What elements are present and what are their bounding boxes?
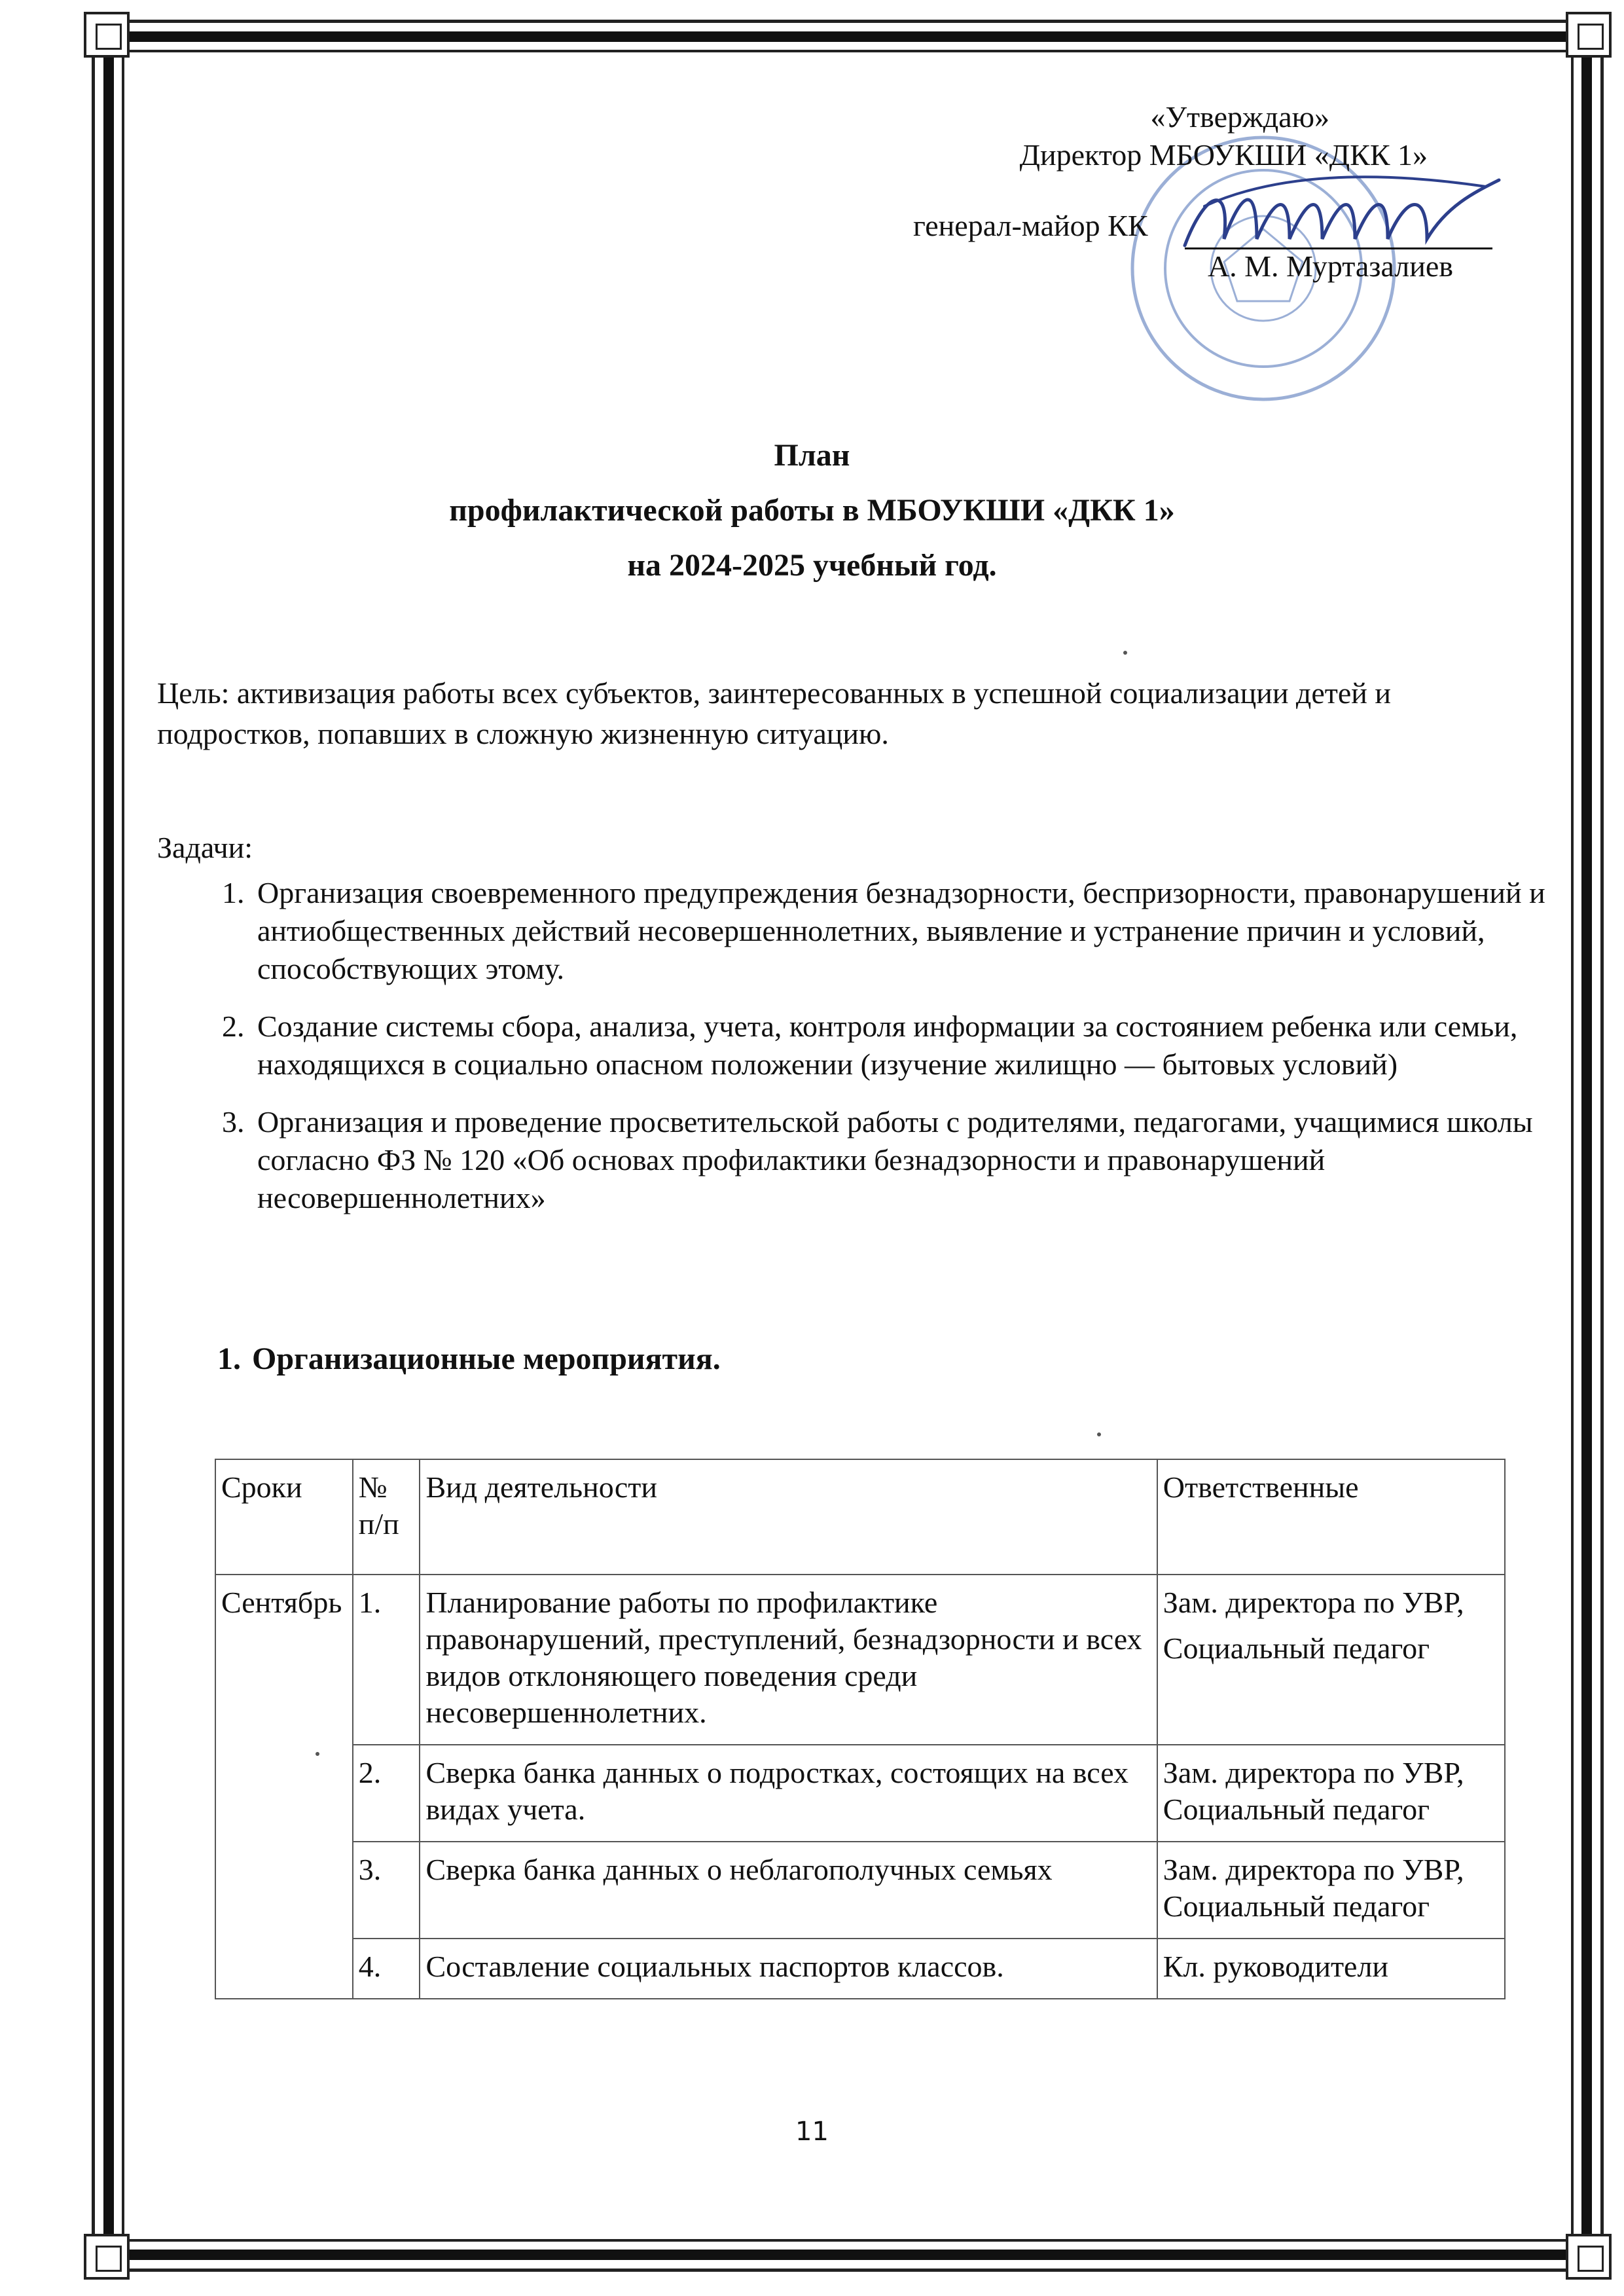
responsible-line: Социальный педагог	[1163, 1631, 1430, 1665]
tasks-heading: Задачи:	[157, 831, 253, 864]
header-cell-period: Сроки	[215, 1459, 353, 1575]
header-cell-number: № п/п	[353, 1459, 420, 1575]
scan-speck	[1097, 1432, 1101, 1436]
row-activity: Сверка банка данных о подростках, состоящих на всех видах учета.	[420, 1745, 1157, 1842]
row-responsible	[1157, 1745, 1505, 1842]
row-number: 3.	[353, 1842, 420, 1939]
frame-corner-ornament	[84, 12, 130, 58]
row-responsible	[1157, 1939, 1505, 1999]
page-number: 11	[795, 2117, 829, 2147]
goal-paragraph: Цель: активизация работы всех субъектов, заинтересованных в успешной социализации детей и подростков, попавших в сложную жизненную ситуацию.	[157, 676, 1392, 750]
header-cell-activity: Вид деятельности	[420, 1459, 1157, 1575]
row-activity: Планирование работы по профилактике правонарушений, преступлений, безнадзорности и всех видов отклоняющего поведения среди несовершеннолетних.	[420, 1575, 1157, 1745]
tasks-list	[157, 874, 1614, 1237]
section-title: Организационные мероприятия.	[252, 1341, 721, 1376]
approval-position: Директор МБОУКШИ «ДКК 1»	[1019, 138, 1428, 172]
responsible-line: Социальный педагог	[1163, 1793, 1430, 1826]
responsible-line: Зам. директора по УВР,	[1163, 1586, 1464, 1619]
row-number: 4.	[353, 1939, 420, 1999]
frame-corner-ornament	[1566, 12, 1612, 58]
task-item: 2. Создание системы сбора, анализа, учета, контроля информации за состоянием ребенка или семьи, находящихся в социально опасном положении (изучение жилищно — бытовых условий)	[252, 1008, 1614, 1084]
activities-table	[215, 1459, 1506, 1999]
table-header-row	[215, 1459, 1505, 1575]
task-item: 3. Организация и проведение просветительской работы с родителями, педагогами, учащимися школы согласно ФЗ № 120 «Об основах профилактики безнадзорности и правонарушений несовершеннолетних»	[252, 1103, 1614, 1217]
row-number: 2.	[353, 1745, 420, 1842]
table-row	[215, 1939, 1505, 1999]
frame-corner-ornament	[1566, 2234, 1612, 2280]
responsible-line: Социальный педагог	[1163, 1889, 1430, 1923]
row-responsible	[1157, 1842, 1505, 1939]
approval-heading: «Утверждаю»	[1150, 100, 1329, 134]
approval-block	[708, 98, 1428, 174]
table-row	[215, 1842, 1505, 1939]
approval-name: А. М. Муртазалиев	[1207, 249, 1453, 283]
approval-rank: генерал-майор КК	[913, 209, 1148, 242]
row-responsible	[1157, 1575, 1505, 1745]
section-number: 1.	[217, 1341, 241, 1376]
section-heading	[157, 1341, 721, 1377]
responsible-line: Зам. директора по УВР,	[1163, 1756, 1464, 1789]
responsible-line: Зам. директора по УВР,	[1163, 1853, 1464, 1886]
document-year: на 2024-2025 учебный год.	[627, 548, 997, 583]
row-number: 1.	[353, 1575, 420, 1745]
document-title: План	[774, 438, 850, 473]
document-subtitle: профилактической работы в МБОУКШИ «ДКК 1»	[449, 493, 1175, 528]
scan-speck	[1123, 651, 1127, 655]
task-item: 1. Организация своевременного предупреждения безнадзорности, беспризорности, правонарушений и антиобщественных действий несовершеннолетних, выявление и устранение причин и условий, способствующих этому.	[252, 874, 1614, 988]
table-row	[215, 1745, 1505, 1842]
table-row	[215, 1575, 1505, 1745]
header-cell-responsible: Ответственные	[1157, 1459, 1505, 1575]
period-cell: Сентябрь	[215, 1575, 353, 1999]
responsible-line: Кл. руководители	[1163, 1950, 1389, 1983]
frame-corner-ornament	[84, 2234, 130, 2280]
row-activity: Сверка банка данных о неблагополучных семьях	[420, 1842, 1157, 1939]
row-activity: Составление социальных паспортов классов.	[420, 1939, 1157, 1999]
